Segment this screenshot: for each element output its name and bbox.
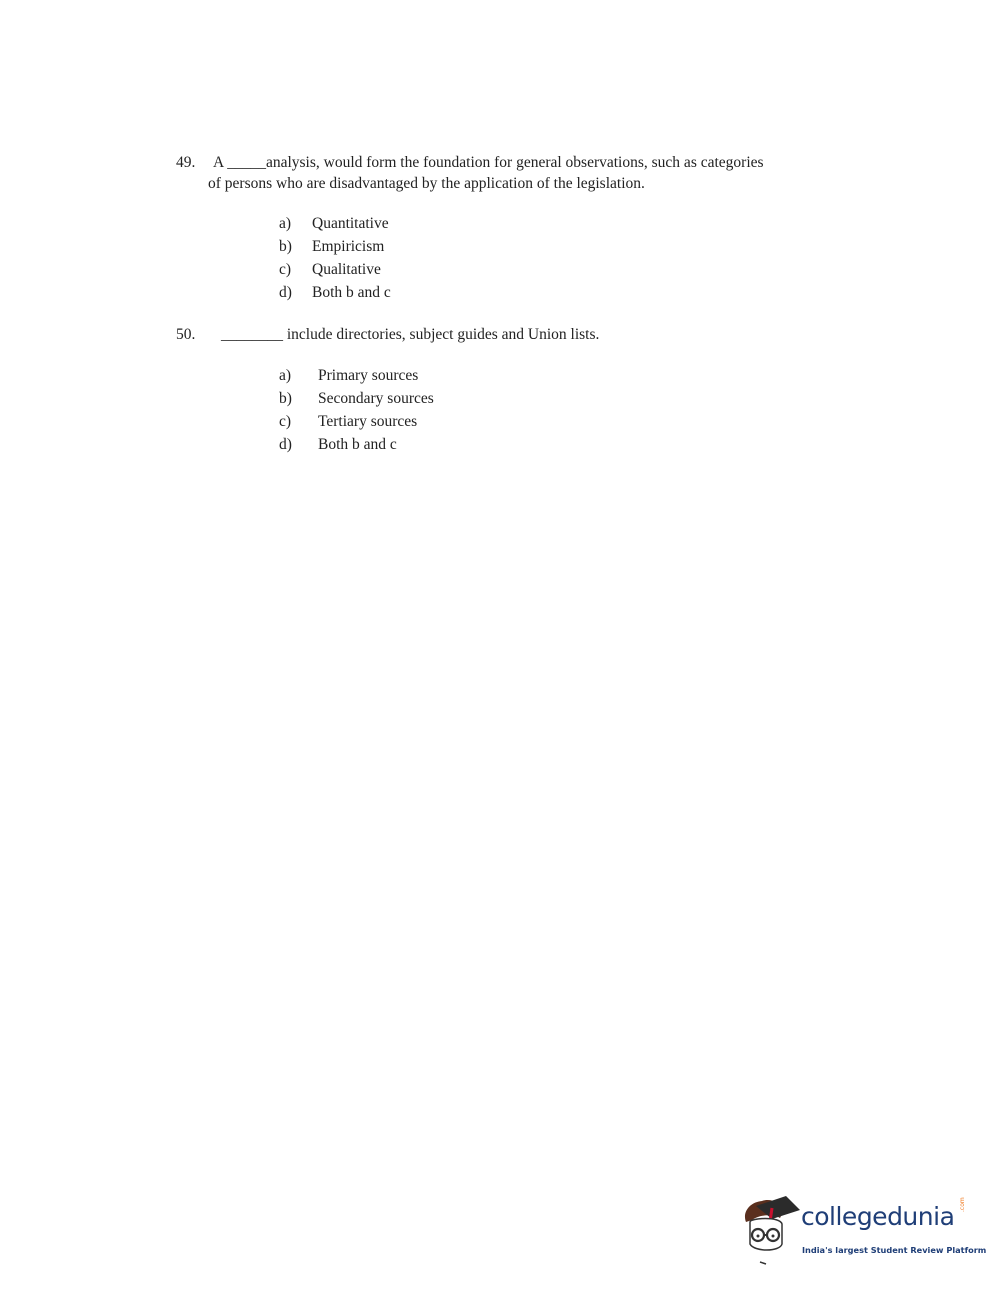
- option-text: Both b and c: [318, 436, 397, 453]
- brand-domain: .com: [959, 1197, 966, 1212]
- option-text: Tertiary sources: [318, 413, 418, 430]
- option-letter: c): [279, 413, 292, 430]
- option-text: Primary sources: [318, 367, 419, 384]
- option-text: Empiricism: [312, 238, 385, 255]
- option-letter: a): [279, 367, 292, 384]
- brand-name: collegedunia: [801, 1202, 955, 1231]
- option-letter: a): [279, 215, 292, 232]
- question-text-line-1: ________ include directories, subject guides and Union lists.: [221, 326, 600, 343]
- option-text: Both b and c: [312, 284, 391, 301]
- question-number: 50.: [176, 326, 196, 343]
- option-letter: d): [279, 436, 292, 453]
- option-text: Qualitative: [312, 261, 381, 278]
- option-letter: b): [279, 390, 292, 407]
- option-letter: b): [279, 238, 292, 255]
- graduate-cartoon-icon: [740, 1192, 802, 1270]
- option-text: Secondary sources: [318, 390, 434, 407]
- option-letter: d): [279, 284, 292, 301]
- question-text-line-2: of persons who are disadvantaged by the application of the legislation.: [208, 175, 645, 192]
- option-letter: c): [279, 261, 292, 278]
- brand-tagline: India's largest Student Review Platform: [802, 1245, 987, 1255]
- option-text: Quantitative: [312, 215, 389, 232]
- question-text-line-1: A _____analysis, would form the foundation for general observations, such as categories: [213, 154, 764, 171]
- question-number: 49.: [176, 154, 196, 171]
- collegedunia-logo: [740, 1192, 987, 1270]
